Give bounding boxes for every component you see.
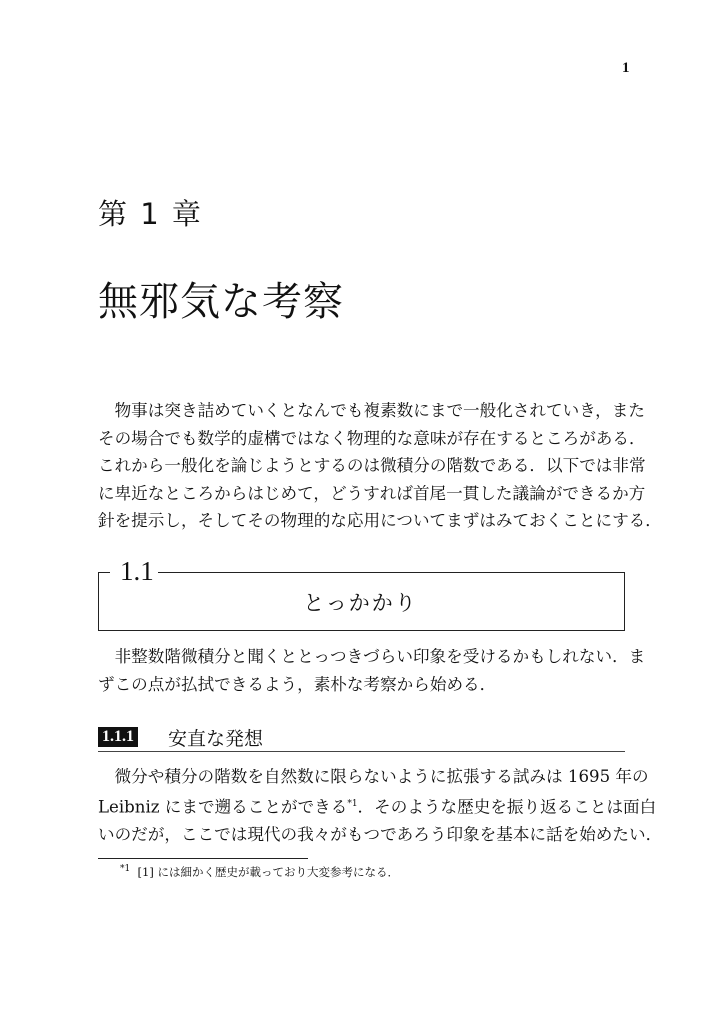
intro-paragraph xyxy=(98,397,662,535)
text-line xyxy=(98,791,657,821)
section-title: とっかかり xyxy=(303,591,418,615)
section-number: 1.1 xyxy=(116,556,158,587)
text-line: 微分や積分の階数を自然数に限らないように拡張する試みは 1695 年の xyxy=(98,767,649,786)
footnote-rule xyxy=(98,858,308,859)
footnote-mark: *1 xyxy=(120,864,131,875)
text-line: これから一般化を論じようとするのは微積分の階数である．以下では非常 xyxy=(98,456,646,475)
text-line: 非整数階微積分と聞くととっつきづらい印象を受けるかもしれない．ま xyxy=(98,647,646,666)
text-line: その場合でも数学的虚構ではなく物理的な意味が存在するところがある． xyxy=(98,428,646,448)
section-box-top-rule xyxy=(148,572,624,573)
text-line: ずこの点が払拭できるよう，素朴な考察から始める． xyxy=(98,674,497,694)
chapter-label: 第 1 章 xyxy=(98,197,203,231)
text-line: に卑近なところからはじめて，どうすれば首尾一貫した議論ができるか方 xyxy=(98,483,646,503)
subsection-title: 安直な発想 xyxy=(168,728,264,750)
text-line: いのだが，ここでは現代の我々がもつであろう印象を基本に話を始めたい． xyxy=(98,824,663,844)
text-segment: ．そのような歴史を振り返ることは面白 xyxy=(357,797,657,817)
text-line: 針を提示し，そしてその物理的な応用についてまずはみておくことにする． xyxy=(98,511,662,530)
page-number: 1 xyxy=(622,60,630,76)
subsection-paragraph xyxy=(98,763,663,848)
section-paragraph xyxy=(98,643,646,698)
text-line: 物事は突き詰めていくとなんでも複素数にまで一般化されていき，また xyxy=(98,401,645,420)
footnote xyxy=(120,864,399,880)
subsection-rule xyxy=(98,751,625,752)
chapter-title: 無邪気な考察 xyxy=(98,279,344,325)
text-segment: Leibniz にまで遡ることができる xyxy=(98,797,348,817)
subsection-number: 1.1.1 xyxy=(98,727,138,747)
footnote-ref[interactable]: *1 xyxy=(347,798,358,809)
section-box-top-rule xyxy=(98,572,110,573)
footnote-text: [1] には細かく歴史が載っており大変参考になる． xyxy=(137,865,399,879)
